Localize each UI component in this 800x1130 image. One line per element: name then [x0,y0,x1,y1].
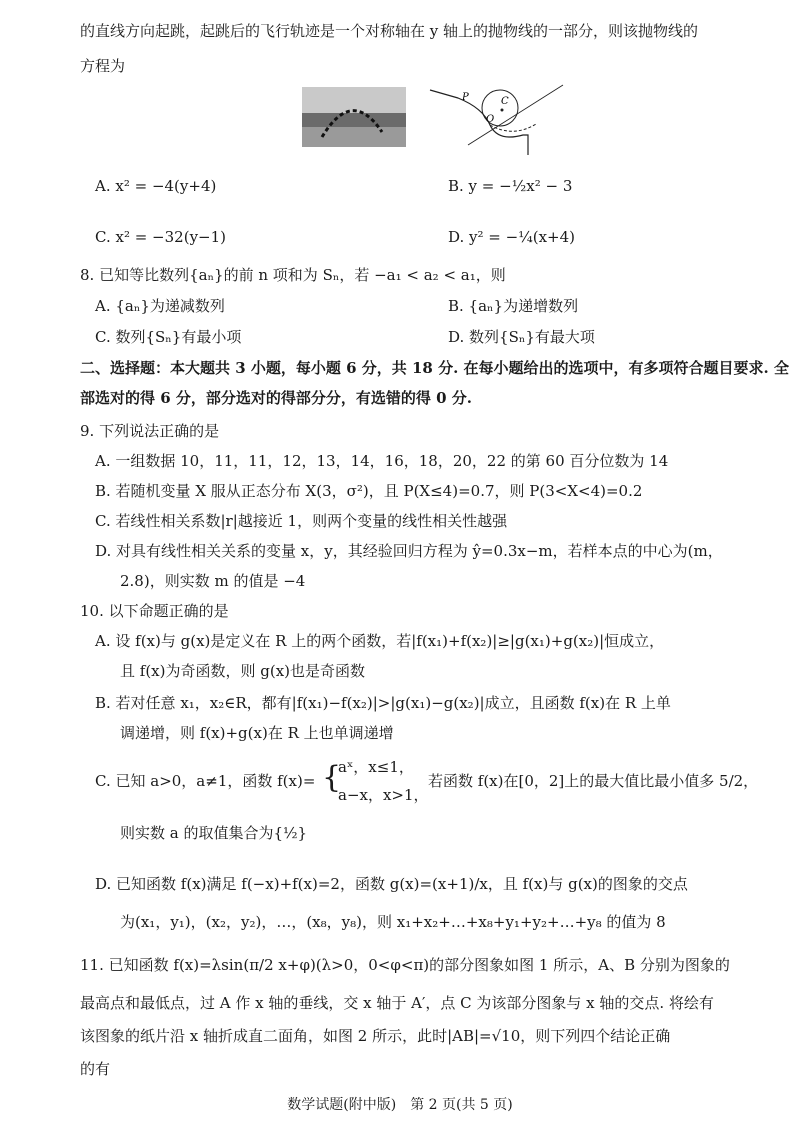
label-p: P [462,92,469,103]
option-a: A. {aₙ}为递减数列 [95,297,225,315]
option-d-cont: 2.8)，则实数 m 的值是 −4 [120,572,306,590]
option-c: C. 已知 a>0，a≠1，函数 f(x)= [95,772,316,790]
text-line: 该图象的纸片沿 x 轴折成直二面角，如图 2 所示，此时|AB|=√10，则下列四个结论正确 [80,1027,671,1045]
question-9: 9. 下列说法正确的是 [80,422,220,440]
text-line: 的直线方向起跳，起跳后的飞行轨迹是一个对称轴在 y 轴上的抛物线的一部分，则该抛物线的 [80,22,699,40]
option-d: D. 已知函数 f(x)满足 f(−x)+f(x)=2，函数 g(x)=(x+1)/x，且 f(x)与 g(x)的图象的交点 [95,875,688,893]
question-8: 8. 已知等比数列{aₙ}的前 n 项和为 Sₙ，若 −a₁ < a₂ < a₁，则 [80,266,506,284]
option-d: D. y² = −¼(x+4) [448,228,576,246]
option-b: B. {aₙ}为递增数列 [448,297,579,315]
piecewise-case-1: aˣ，x≤1， [338,758,414,776]
option-c: C. 数列{Sₙ}有最小项 [95,328,242,346]
option-d-cont: 为(x₁，y₁)，(x₂，y₂)，…，(x₈，y₈)，则 x₁+x₂+…+x₈+y₁+y₂+…+y₈ 的值为 8 [120,913,666,931]
brace-icon: { [322,760,342,795]
text-line: 方程为 [80,57,126,75]
option-a-cont: 且 f(x)为奇函数，则 g(x)也是奇函数 [120,662,366,680]
piecewise-case-2: a−x，x>1， [338,786,429,804]
option-a: A. 设 f(x)与 g(x)是定义在 R 上的两个函数，若|f(x₁)+f(x₂)|≥|g(x₁)+g(x₂)|恒成立， [95,632,665,650]
option-b: B. 若随机变量 X 服从正态分布 X(3，σ²)，且 P(X≤4)=0.7，则 P(3<X<4)=0.2 [95,482,643,500]
ski-slope-diagram [428,80,568,155]
question-11: 11. 已知函数 f(x)=λsin(π/2 x+φ)(λ>0，0<φ<π)的部分图象如图 1 所示，A、B 分别为图象的 [80,956,730,974]
option-c: C. x² = −32(y−1) [95,228,227,246]
question-10: 10. 以下命题正确的是 [80,602,229,620]
section-header: 二、选择题：本大题共 3 小题，每小题 6 分，共 18 分. 在每小题给出的选项中，有多项符合题目要求. 全 [80,359,789,377]
page-footer: 数学试题(附中版) 第 2 页(共 5 页) [287,1097,513,1113]
option-d: D. 对具有线性相关关系的变量 x，y，其经验回归方程为 ŷ=0.3x−m，若样本点的中心为(m， [95,542,723,560]
option-b-cont: 调递增，则 f(x)+g(x)在 R 上也单调递增 [120,724,394,742]
option-a: A. x² = −4(y+4) [95,177,217,195]
option-c-cont: 若函数 f(x)在[0，2]上的最大值比最小值多 5/2， [428,772,759,790]
option-c-cont2: 则实数 a 的取值集合为{½} [120,824,308,842]
option-a: A. 一组数据 10，11，11，12，13，14，16，18，20，22 的第 60 百分位数为 14 [95,452,669,470]
jump-trajectory-icon [302,87,406,147]
option-c: C. 若线性相关系数|r|越接近 1，则两个变量的线性相关性越强 [95,512,508,530]
option-b: B. y = −½x² − 3 [448,177,573,195]
option-b: B. 若对任意 x₁，x₂∈R，都有|f(x₁)−f(x₂)|>|g(x₁)−g(x₂)|成立，且函数 f(x)在 R 上单 [95,694,671,712]
text-line: 的有 [80,1060,111,1078]
text-line: 最高点和最低点，过 A 作 x 轴的垂线，交 x 轴于 A′，点 C 为该部分图象与 x 轴的交点. 将绘有 [80,994,714,1012]
label-c: C [501,96,509,107]
ski-jump-photo [302,87,406,147]
label-o: O [486,114,495,125]
section-header: 部选对的得 6 分，部分选对的得部分分，有选错的得 0 分. [80,389,472,407]
option-d: D. 数列{Sₙ}有最大项 [448,328,595,346]
